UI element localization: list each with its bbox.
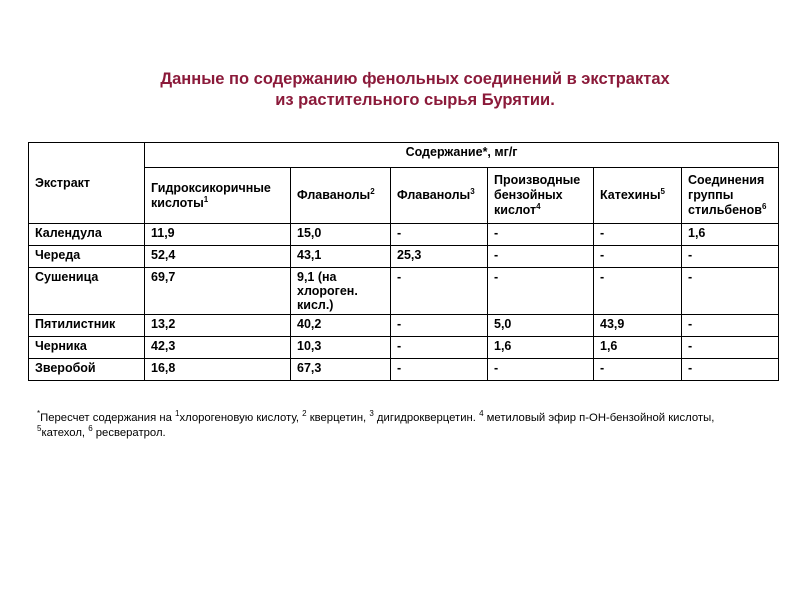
column-header-4	[488, 168, 594, 224]
table-cell: 13,2	[145, 315, 291, 337]
table-cell: -	[594, 224, 682, 246]
column-header-1	[145, 168, 291, 224]
footnote-mark: 1	[175, 409, 180, 419]
column-header-5	[594, 168, 682, 224]
row-extract-name: Череда	[29, 246, 145, 268]
table-cell: -	[488, 268, 594, 315]
table-cell: 9,1 (на хлороген. кисл.)	[291, 268, 391, 315]
footnote-mark: *	[37, 409, 41, 419]
table-cell: 5,0	[488, 315, 594, 337]
table-cell: 1,6	[594, 337, 682, 359]
table-cell: -	[488, 246, 594, 268]
footnote-line-1	[37, 411, 757, 426]
footnote	[37, 411, 757, 441]
column-header-label: Производные бензойных кислот	[494, 173, 581, 217]
footnote-mark: 3	[369, 409, 374, 419]
table-cell: -	[488, 224, 594, 246]
header-content: Содержание*, мг/г	[145, 143, 779, 168]
column-header-footnote-mark: 6	[761, 201, 767, 211]
footnote-text: кверцетин,	[306, 412, 370, 424]
table-row	[29, 337, 779, 359]
column-header-footnote-mark: 2	[370, 186, 375, 196]
footnote-text: дигидрокверцетин.	[373, 412, 480, 424]
table-cell: 15,0	[291, 224, 391, 246]
column-header-footnote-mark: 5	[660, 186, 665, 196]
table-row	[29, 315, 779, 337]
row-extract-name: Зверобой	[29, 359, 145, 381]
table-cell: -	[488, 359, 594, 381]
table-cell: 52,4	[145, 246, 291, 268]
table-cell: 1,6	[488, 337, 594, 359]
column-header-footnote-mark: 4	[536, 201, 541, 211]
column-header-3	[391, 168, 488, 224]
row-extract-name: Пятилистник	[29, 315, 145, 337]
table-cell: 42,3	[145, 337, 291, 359]
row-extract-name: Черника	[29, 337, 145, 359]
table-cell: 67,3	[291, 359, 391, 381]
table-row	[29, 268, 779, 315]
footnote-mark: 5	[37, 424, 42, 434]
table-cell: 43,9	[594, 315, 682, 337]
table-cell: -	[391, 359, 488, 381]
table-cell: 25,3	[391, 246, 488, 268]
header-extract: Экстракт	[29, 143, 145, 224]
column-header-label: Соединения группы стильбенов	[688, 173, 765, 217]
column-header-label: Катехины	[600, 188, 661, 202]
footnote-text: ресвератрол.	[92, 427, 166, 439]
table-cell: -	[594, 359, 682, 381]
table-cell: 69,7	[145, 268, 291, 315]
footnote-mark: 6	[88, 424, 93, 434]
table-cell: -	[391, 337, 488, 359]
table-cell: -	[682, 337, 779, 359]
column-header-6	[682, 168, 779, 224]
table-cell: 43,1	[291, 246, 391, 268]
table-cell: -	[391, 268, 488, 315]
table-cell: 10,3	[291, 337, 391, 359]
table-cell: -	[594, 268, 682, 315]
title-line-1: Данные по содержанию фенольных соединений в экстрактах	[160, 70, 670, 88]
table-cell: 16,8	[145, 359, 291, 381]
column-header-footnote-mark: 3	[470, 186, 475, 196]
footnote-mark: 2	[302, 409, 307, 419]
table-cell: 40,2	[291, 315, 391, 337]
footnote-text: хлорогеновую кислоту,	[179, 412, 303, 424]
slide-title	[0, 69, 800, 111]
table-cell: -	[682, 315, 779, 337]
table-cell: -	[682, 359, 779, 381]
footnote-text: катехол,	[41, 427, 89, 439]
column-header-footnote-mark: 1	[203, 194, 209, 204]
footnote-text: метиловый эфир п-ОН-бензойной кислоты,	[483, 412, 715, 424]
column-header-2	[291, 168, 391, 224]
table-cell: -	[391, 224, 488, 246]
footnote-mark: 4	[479, 409, 484, 419]
row-extract-name: Сушеница	[29, 268, 145, 315]
column-header-label: Флаванолы	[397, 188, 471, 202]
table-cell: -	[594, 246, 682, 268]
footnote-line-2	[37, 426, 757, 441]
table-row	[29, 224, 779, 246]
row-extract-name: Календула	[29, 224, 145, 246]
table-cell: -	[682, 246, 779, 268]
table-cell: -	[391, 315, 488, 337]
table-row	[29, 359, 779, 381]
table-row	[29, 246, 779, 268]
table-body	[29, 224, 779, 381]
column-header-label: Гидроксикоричные кислоты	[151, 180, 271, 210]
table-cell: -	[682, 268, 779, 315]
table-cell: 1,6	[682, 224, 779, 246]
table-cell: 11,9	[145, 224, 291, 246]
column-header-label: Флаванолы	[297, 188, 371, 202]
title-line-2: из растительного сырья Бурятии.	[275, 91, 555, 109]
footnote-text: Пересчет содержания на	[40, 412, 175, 424]
phenolic-content-table	[28, 142, 779, 381]
